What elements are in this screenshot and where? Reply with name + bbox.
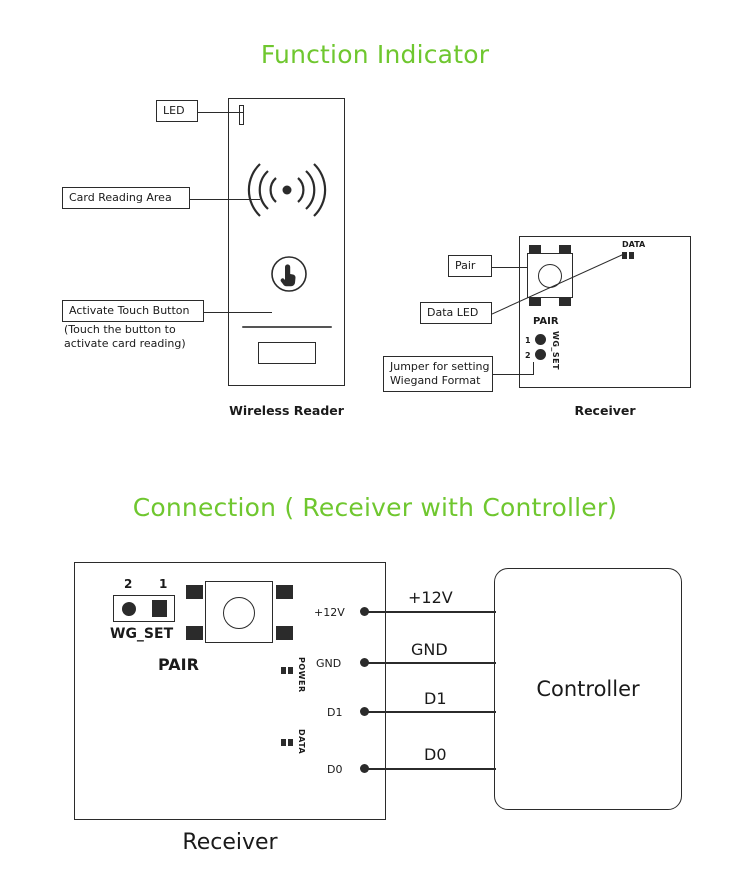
receiver-caption-top: Receiver (574, 403, 636, 418)
terminal-label-12v: +12V (314, 606, 345, 619)
wireless-reader-caption: Wireless Reader (229, 403, 344, 418)
wire-label-12v: +12V (408, 588, 453, 607)
power-led-label: POWER (297, 657, 306, 693)
reader-led-indicator (239, 105, 244, 125)
dip-dot-2 (122, 602, 136, 616)
dip-number-2-top: 2 (525, 351, 531, 360)
pair-pad-bl-bl (186, 626, 203, 640)
terminal-label-d0: D0 (327, 763, 343, 776)
leader-jumper (493, 374, 533, 375)
touch-button-icon[interactable] (268, 252, 310, 300)
leader-jumper-vertical (533, 362, 534, 375)
pair-button-circle-bottom[interactable] (223, 597, 255, 629)
controller-box: Controller (494, 568, 682, 810)
wire-label-d0: D0 (424, 745, 447, 764)
wire-gnd (368, 662, 496, 664)
dip-square-1 (152, 600, 167, 617)
pair-pad-bl-tl (186, 585, 203, 599)
pair-pad-bl-tr (276, 585, 293, 599)
wg-set-label-top: WG_SET (551, 331, 560, 371)
reader-card-window (258, 342, 316, 364)
data-led-label-bottom: DATA (297, 729, 306, 755)
callout-jumper-wiegand (383, 356, 493, 392)
dip-number-1-bottom: 1 (159, 577, 168, 591)
touch-note-line2: activate card reading) (64, 337, 186, 350)
callout-card-reading-area: Card Reading Area (62, 187, 190, 209)
callout-activate-touch-button: Activate Touch Button (62, 300, 204, 322)
wire-d1 (368, 711, 496, 713)
connection-title: Connection ( Receiver with Controller) (132, 493, 618, 522)
callout-pair: Pair (448, 255, 492, 277)
wg-set-label-bottom: WG_SET (110, 626, 174, 642)
power-led (281, 667, 293, 674)
reader-divider-line (242, 326, 332, 328)
pair-pad-bl-br (276, 626, 293, 640)
data-led-bottom (281, 739, 293, 746)
function-indicator-title: Function Indicator (260, 40, 490, 69)
wire-d0 (368, 768, 496, 770)
jumper-line2: Wiegand Format (390, 373, 481, 387)
pair-label-top: PAIR (533, 316, 559, 327)
callout-led: LED (156, 100, 198, 122)
dip-number-2-bottom: 2 (124, 577, 133, 591)
dip-cell-1[interactable] (144, 596, 174, 621)
jumper-line1: Jumper for setting (390, 360, 490, 373)
leader-led (198, 112, 243, 113)
dip-cell-2[interactable] (114, 596, 144, 621)
wire-12v (368, 611, 496, 613)
dip-switch-pad-2-top[interactable] (535, 349, 546, 360)
dip-switch-pad-1-top[interactable] (535, 334, 546, 345)
leader-activate-touch-button (204, 312, 272, 313)
wire-label-d1: D1 (424, 689, 447, 708)
dip-number-1-top: 1 (525, 336, 531, 345)
receiver-caption-bottom: Receiver (182, 830, 278, 855)
pair-label-bottom: PAIR (158, 655, 199, 674)
data-led-label-top: DATA (622, 240, 646, 249)
leader-card-reading-area (190, 199, 260, 200)
callout-data-led: Data LED (420, 302, 492, 324)
leader-data-led (492, 252, 626, 316)
terminal-label-d1: D1 (327, 706, 343, 719)
wire-label-gnd: GND (411, 640, 448, 659)
terminal-label-gnd: GND (316, 657, 342, 670)
touch-note-line1: (Touch the button to (64, 323, 176, 336)
wg-set-dip-switch[interactable] (113, 595, 175, 622)
card-reading-wave-icon (246, 160, 328, 220)
